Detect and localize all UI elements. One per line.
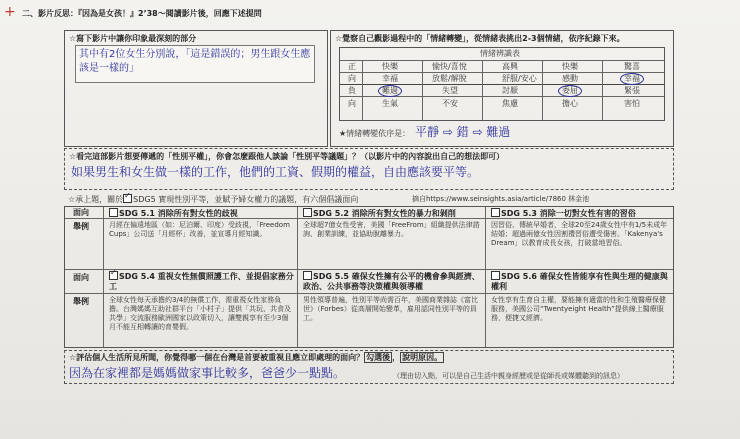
checkbox[interactable] [491, 208, 500, 217]
emotion-cell-circled[interactable]: 委屈 [558, 85, 582, 97]
q5-box [64, 350, 674, 384]
emotion-cell[interactable]: 失望 [442, 86, 458, 95]
q4-intro [68, 194, 358, 205]
sdg-5-2-title[interactable] [303, 208, 456, 219]
emotion-cell[interactable]: 驚喜 [624, 62, 640, 71]
emotion-cell[interactable]: 焦慮 [502, 99, 518, 108]
title-text: SDG 5.3 消除一切對女性有害的習俗 [501, 209, 636, 218]
emotion-cell[interactable]: 討厭 [502, 86, 518, 95]
sdg-5-6-title[interactable] [491, 271, 671, 292]
sdg-5-1-example: 月經在偏遠地區（如：尼泊爾、印度）受歧視，「Freedom Cups」公司送「月經杯」改善，並宣導月經知識。 [109, 221, 290, 238]
emotion-cell[interactable]: 害怕 [624, 99, 640, 108]
emotion-cell-circled[interactable]: 難過 [378, 85, 402, 97]
sequence-label: ★情緒轉變依序是： [339, 129, 411, 138]
emotion-cell[interactable]: 快樂 [382, 62, 398, 71]
q5-tick-hint: 勾選後 [366, 353, 391, 362]
emotion-cell[interactable]: 高興 [502, 62, 518, 71]
q4-sdg-label: SDG5 實現性別平等，並賦予婦女權力 [133, 195, 271, 204]
facet-label: 面向 [73, 208, 89, 217]
emotion-cell[interactable]: 放鬆/解脫 [432, 74, 467, 83]
header [22, 9, 262, 19]
sdg5-checkbox[interactable] [123, 194, 132, 203]
q5-prompt-line: ☆評估個人生活所見所聞，你覺得哪一個在台灣是首要被重視且應立即處理的面向？ 勾選後 ， 說明原因。 [69, 353, 443, 362]
sdg-5-5-example: 男性領導普遍，性別平等尚需百年，美國商業雜誌《富比世》（Forbes）從高層開始變革，雇用認同性別平等的員工。 [303, 296, 478, 322]
sdg-5-3-title[interactable] [491, 208, 636, 219]
sdg-5-1-title[interactable] [109, 208, 238, 219]
row-label: 負 [348, 86, 356, 95]
checkbox[interactable] [303, 271, 312, 280]
row-label: 正 [348, 62, 356, 71]
emotion-cell[interactable]: 幸福 [382, 74, 398, 83]
sequence-answer[interactable]: 平靜 ⇨ 錯 ⇨ 難過 [415, 125, 511, 139]
emotion-cell[interactable]: 舒服/安心 [502, 74, 537, 83]
emotion-cell[interactable]: 愉快/喜悅 [432, 62, 467, 71]
title-text: SDG 5.2 消除所有對女性的暴力和剝削 [313, 209, 456, 218]
red-mark: + [4, 4, 16, 20]
row-label: 向 [348, 99, 356, 108]
title-text: SDG 5.1 消除所有對女性的歧視 [119, 209, 238, 218]
sdg-5-2-example: 全球超7億女性受害，美國「FreeFrom」組織提供法律諮詢、創業訓練，並協助脫離暴力。 [303, 221, 480, 238]
q4-source: 摘自https://www.seinsights.asia/article/7860 林金池 [412, 195, 590, 203]
emotion-cell[interactable]: 緊張 [624, 86, 640, 95]
emotion-table [339, 47, 665, 121]
checkbox-checked[interactable] [109, 271, 118, 280]
emotion-cell-circled[interactable]: 幸福 [620, 73, 644, 85]
q5-prompt: ☆評估個人生活所見所聞，你覺得哪一個在台灣是首要被重視且應立即處理的面向？ [69, 353, 365, 362]
emotion-cell[interactable]: 快樂 [562, 62, 578, 71]
title-text: SDG 5.6 確保女性皆能享有性與生理的健康與權利 [491, 272, 668, 291]
q5-explain-hint: 說明原因。 [402, 353, 443, 362]
q2-prompt: ☆覺察自己觀影過程中的「情緒轉變」，從情緒表挑出2-3個情緒，依序紀錄下來。 [335, 34, 625, 43]
header-title: 影片反思：『因為是女孩！』2’38～閱讀影片後，回應下述提問 [38, 9, 262, 18]
sdg-5-4-example: 全球女性每天承擔約3/4的無償工作，需重視女性家務負擔。台灣媽媽互助社群平台「小村子」提供「共玩、共食及共學」交流服務歐洲國家以政策切入，讓雙親享有至少3個月不能互相轉讓的育嬰假。 [109, 296, 291, 331]
q3-box [64, 148, 674, 190]
emotion-cell[interactable]: 感動 [562, 74, 578, 83]
q4-intro-text: ☆承上題，關於 [68, 195, 124, 204]
title-text: SDG 5.4 重視女性無償照護工作、並提倡家務分工 [109, 272, 294, 291]
q4-intro-tail: 的議題，有六個倡議面向 [270, 195, 359, 204]
q4-box [64, 192, 674, 348]
q1-prompt: ☆寫下影片中讓你印象最深刻的部分 [69, 34, 197, 43]
emotion-cell[interactable]: 不安 [442, 99, 458, 108]
facet-label: 面向 [73, 273, 89, 282]
sdg-5-3-example: 因習俗、傳統早婚者，全球20至24歲女性中有1/5未成年結婚；超過兩億女性因割禮習俗遭受傷害。「Kakenya's Dream」以教育成長女孩，打破當地習俗。 [491, 221, 668, 247]
q3-answer[interactable]: 如果男生和女生做一樣的工作，他們的工資、假期的權益，自由應該要平等。 [71, 165, 480, 179]
q5-footnote: （理由切入點，可以是自己生活中親身經歷或是從師長或媒體聽到的訊息） [393, 372, 624, 380]
q3-prompt: ☆看完這部影片想要傳遞的「性別平權」，你會怎麼跟他人談論「性別平等議題」？（以影片中的內容說出自己的想法即可） [69, 152, 505, 161]
row-label: 向 [348, 74, 356, 83]
emotion-table-title: 情緒辨識表 [480, 49, 520, 58]
emotion-cell[interactable]: 生氣 [382, 99, 398, 108]
q2-box [330, 30, 674, 147]
example-label: 舉例 [73, 222, 89, 231]
header-number: 二、 [22, 9, 38, 18]
emotion-cell[interactable]: 擔心 [562, 99, 578, 108]
checkbox[interactable] [109, 208, 118, 217]
title-text: SDG 5.5 確保女性擁有公平的機會參與經濟、政治、公共事務等決策權與領導權 [303, 272, 480, 291]
example-label: 舉例 [73, 297, 89, 306]
q1-box [64, 30, 328, 147]
q1-answer: 其中有2位女生分別說，「這是錯誤的；男生跟女生應該是一樣的」 [79, 49, 311, 74]
sdg-5-5-title[interactable] [303, 271, 483, 292]
sdg-5-6-example: 女性享有生育自主權，要能擁有適當的性和生殖醫療保健服務，美國公司“Twentyeight Health”提供線上醫療服務，便捷又經濟。 [491, 296, 666, 322]
checkbox[interactable] [303, 208, 312, 217]
sdg-grid [64, 206, 674, 348]
checkbox[interactable] [491, 271, 500, 280]
q5-answer[interactable]: 因為在家裡都是媽媽做家事比較多，爸爸少一點點。 [69, 366, 346, 380]
sdg-5-4-title[interactable] [109, 271, 295, 292]
